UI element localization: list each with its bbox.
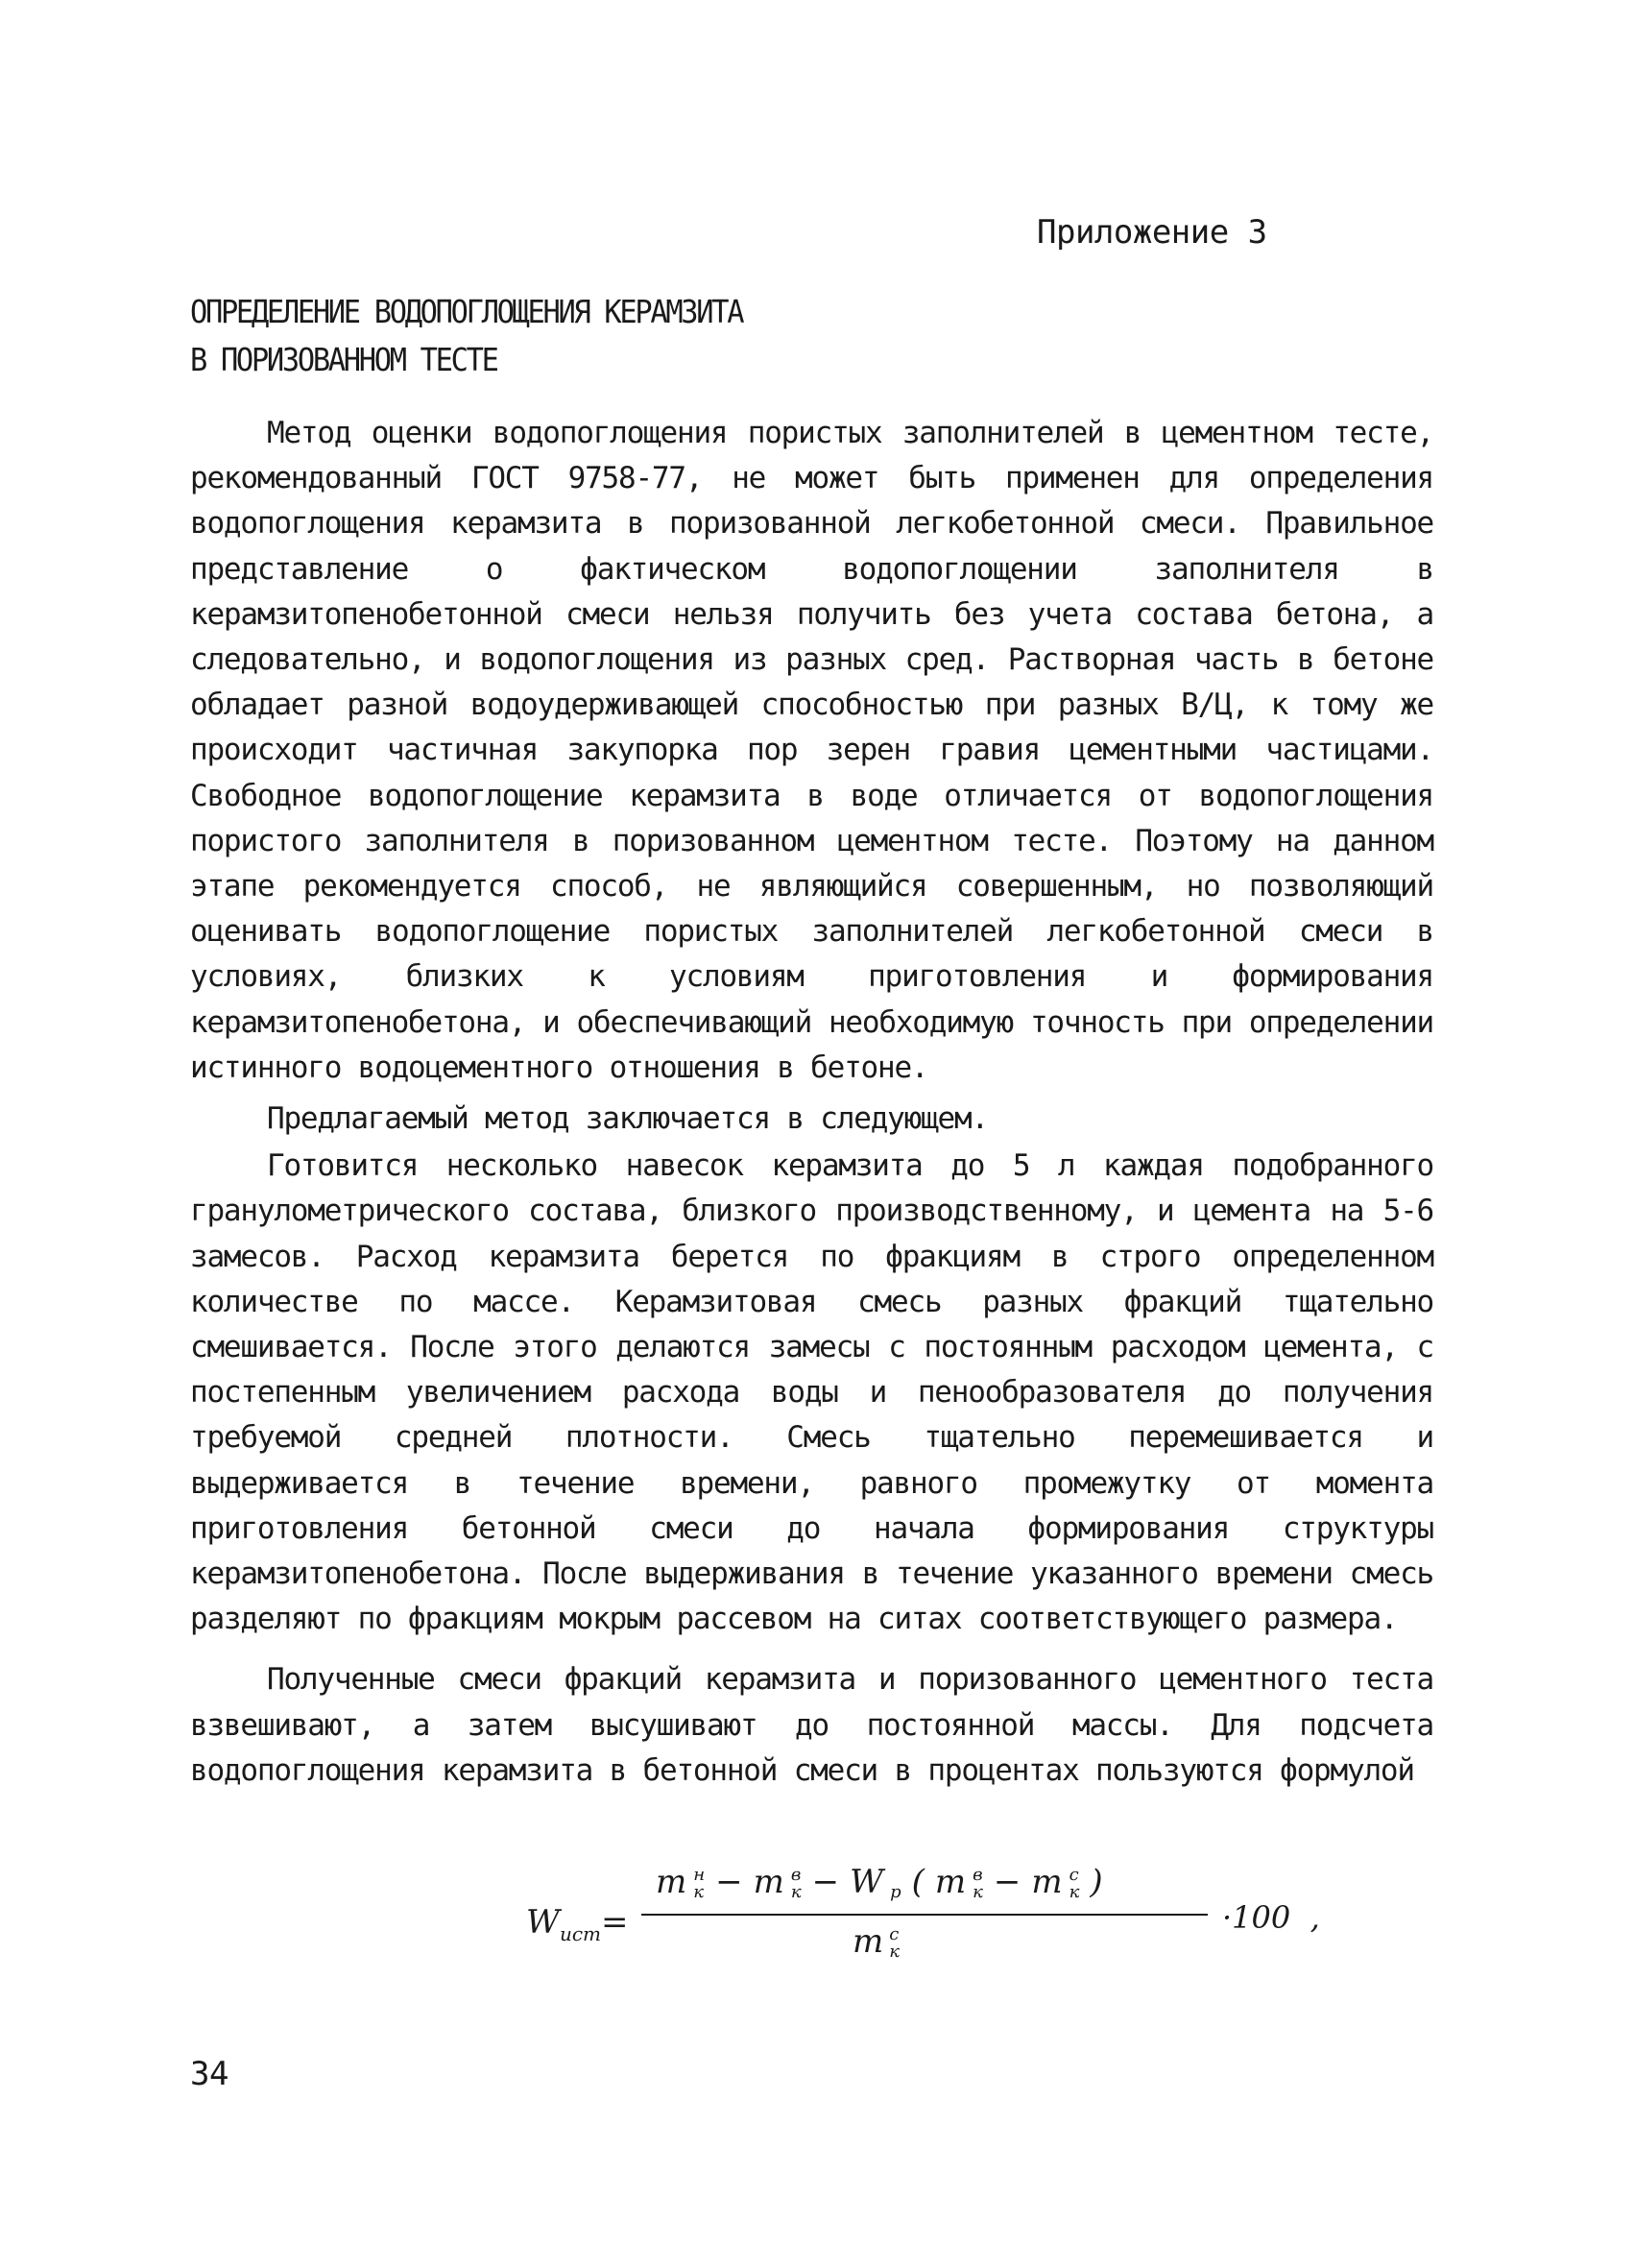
formula-numerator xyxy=(656,1863,1114,1901)
formula-operator: − xyxy=(993,1863,1022,1901)
formula-term xyxy=(1031,1863,1080,1901)
formula-term-base: m xyxy=(753,1863,785,1901)
formula-term-subscript: к xyxy=(790,1882,803,1902)
formula-lhs-subscript: ист xyxy=(559,1921,601,1945)
formula-term-base: m xyxy=(1031,1863,1064,1901)
formula-term-subscript: к xyxy=(1069,1882,1081,1902)
body-text xyxy=(190,411,1433,1803)
section-title-line-2: В ПОРИЗОВАННОМ ТЕСТЕ xyxy=(190,341,497,378)
formula-term xyxy=(853,1922,900,1961)
formula-term-indices xyxy=(973,1867,984,1901)
page-number: 34 xyxy=(190,2055,228,2093)
formula-term-base: W xyxy=(850,1863,885,1901)
formula-term-base: m xyxy=(656,1863,688,1901)
formula-term-indices xyxy=(693,1867,706,1901)
paragraph-method-intro: Предлагаемый метод заключается в следующем. xyxy=(267,1101,988,1137)
appendix-label: Приложение 3 xyxy=(1037,213,1267,252)
formula-term-superscript: с xyxy=(1069,1865,1080,1885)
formula-term-base: m xyxy=(853,1922,884,1961)
formula-term-subscript: к xyxy=(693,1882,705,1902)
formula-operator: ( xyxy=(911,1863,925,1901)
section-title xyxy=(190,288,742,384)
formula-term-superscript: с xyxy=(889,1924,900,1944)
water-absorption-formula xyxy=(526,1863,1390,1988)
paragraph-procedure: Готовится несколько навесок керамзита до 5 л каждая подобранного гранулометрического состава, близкого производственному, и цемента на 5-6 замесов. Расход керамзита берется по фракциям в строго определенном количестве по массе. Керамзитовая смесь разных фракций тщательно смешивается. После этого делаются замесы с постоянным расходом цемента, с постепенным увеличением расхода воды и пенообразователя до получения требуемой средней плотности. Смесь тщательно перемешивается и выдерживается в течение времени, равного промежутку от момента приготовления бетонной смеси до начала формирования структуры керамзитопенобетона. После выдерживания в течение указанного времени смесь разделяют по фракциям мокрым рассевом на ситах соответствующего размера. xyxy=(190,1148,1433,1637)
formula-term-indices xyxy=(889,1926,900,1961)
formula-operator: − xyxy=(811,1863,841,1901)
formula-term-subscript: р xyxy=(890,1882,902,1902)
formula-multiplier: ·100 xyxy=(1222,1899,1291,1936)
formula-tail xyxy=(1222,1899,1320,1936)
formula-term-subscript: к xyxy=(889,1942,900,1962)
formula-term-base: m xyxy=(934,1863,968,1901)
formula-term xyxy=(754,1863,803,1901)
formula-term-indices xyxy=(1069,1867,1081,1901)
formula-term-superscript: в xyxy=(790,1865,803,1885)
formula-term-superscript: в xyxy=(973,1865,984,1885)
formula-term-subscript: к xyxy=(973,1882,984,1902)
formula-fraction-bar xyxy=(641,1914,1208,1916)
formula-equals: = xyxy=(601,1903,629,1942)
formula-denominator xyxy=(853,1922,909,1961)
formula-term xyxy=(656,1863,706,1901)
paragraph-calculation: Полученные смеси фракций керамзита и поризованного цементного теста взвешивают, а затем высушивают до постоянной массы. Для подсчета водопоглощения керамзита в бетонной смеси в процентах пользуются формулой xyxy=(190,1662,1433,1788)
formula-term xyxy=(935,1863,984,1901)
formula-lhs xyxy=(526,1903,629,1945)
formula-lhs-symbol: W xyxy=(526,1903,560,1942)
formula-term-superscript: н xyxy=(693,1865,707,1885)
paragraph-method-overview: Метод оценки водопоглощения пористых заполнителей в цементном тесте, рекомендованный ГОСТ 9758-77, не может быть применен для определения водопоглощения керамзита в поризованной легкобетонной смеси. Правильное представление о фактическом водопоглощении заполнителя в керамзитопенобетонной смеси нельзя получить без учета состава бетона, а следовательно, и водопоглощения из разных сред. Растворная часть в бетоне обладает разной водоудерживающей способностью при разных В/Ц, к тому же происходит частичная закупорка пор зерен гравия цементными частицами. Свободное водопоглощение керамзита в воде отличается от водопоглощения пористого заполнителя в поризованном цементном тесте. Поэтому на данном этапе рекомендуется способ, не являющийся совершенным, но позволяющий оценивать водопоглощение пористых заполнителей легкобетонной смеси в условиях, близких к условиям приготовления и формирования керамзитопенобетона, и обеспечивающий необходимую точность при определении истинного водоцементного отношения в бетоне. xyxy=(190,416,1433,1085)
formula-term-indices xyxy=(791,1867,803,1901)
formula-term-indices xyxy=(890,1867,902,1901)
section-title-line-1: ОПРЕДЕЛЕНИЕ ВОДОПОГЛОЩЕНИЯ КЕРАМЗИТА xyxy=(190,293,743,330)
formula-operator: ) xyxy=(1090,1863,1104,1901)
formula-operator: − xyxy=(715,1863,744,1901)
formula-trailing-comma: , xyxy=(1310,1899,1320,1936)
formula-term xyxy=(850,1863,901,1901)
